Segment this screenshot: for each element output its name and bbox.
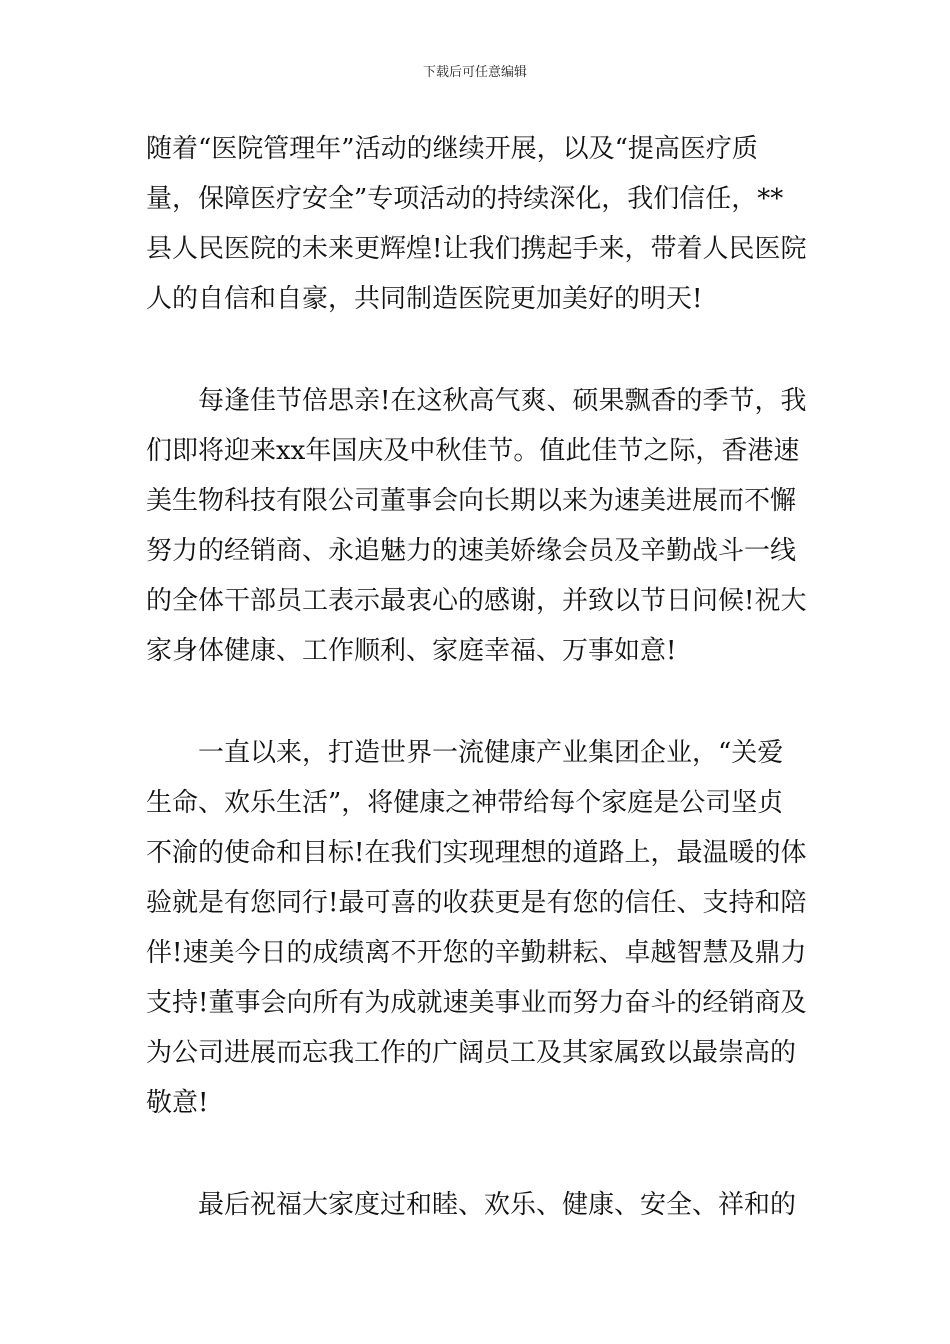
text-line: 不渝的使命和目标!在我们实现理想的道路上，最温暖的体 [146, 838, 807, 868]
text-line: 努力的经销商、永追魅力的速美娇缘会员及辛勤战斗一线 [146, 536, 797, 566]
text-line: 量，保障医疗安全”专项活动的持续深化，我们信任，** [146, 184, 784, 214]
page-header: 下载后可任意编辑 [422, 65, 527, 80]
text-line: 县人民医院的未来更辉煌!让我们携起手来，带着人民医院 [146, 234, 807, 264]
paragraph-spacer [146, 676, 810, 728]
text-line: 为公司进展而忘我工作的广阔员工及其家属致以最崇高的 [146, 1038, 797, 1068]
text-line: 一直以来，打造世界一流健康产业集团企业，“关爱 [146, 738, 784, 768]
text-line: 支持!董事会向所有为成就速美事业而努力奋斗的经销商及 [146, 988, 807, 1018]
text-line: 敬意! [146, 1088, 209, 1118]
text-line: 的全体干部员工表示最衷心的感谢，并致以节日问候!祝大 [146, 586, 807, 616]
paragraph-4 [146, 1180, 810, 1230]
text-line: 们即将迎来xx年国庆及中秋佳节。值此佳节之际，香港速 [146, 436, 800, 466]
paragraph-spacer [146, 1128, 810, 1180]
paragraph-2 [146, 376, 810, 676]
text-line: 每逢佳节倍思亲!在这秋高气爽、硕果飘香的季节，我 [146, 386, 807, 416]
paragraph-1 [146, 124, 810, 324]
text-line: 最后祝福大家度过和睦、欢乐、健康、安全、祥和的 [146, 1190, 797, 1220]
paragraph-3 [146, 728, 810, 1128]
text-line: 伴!速美今日的成绩离不开您的辛勤耕耘、卓越智慧及鼎力 [146, 938, 807, 968]
text-line: 美生物科技有限公司董事会向长期以来为速美进展而不懈 [146, 486, 797, 516]
text-line: 生命、欢乐生活”，将健康之神带给每个家庭是公司坚贞 [146, 788, 784, 818]
document-body [146, 124, 810, 1230]
paragraph-spacer [146, 324, 810, 376]
text-line: 家身体健康、工作顺利、家庭幸福、万事如意! [146, 636, 677, 666]
text-line: 验就是有您同行!最可喜的收获更是有您的信任、支持和陪 [146, 888, 807, 918]
text-line: 人的自信和自豪，共同制造医院更加美好的明天! [146, 284, 703, 314]
text-line: 随着“医院管理年”活动的继续开展，以及“提高医疗质 [146, 134, 758, 164]
